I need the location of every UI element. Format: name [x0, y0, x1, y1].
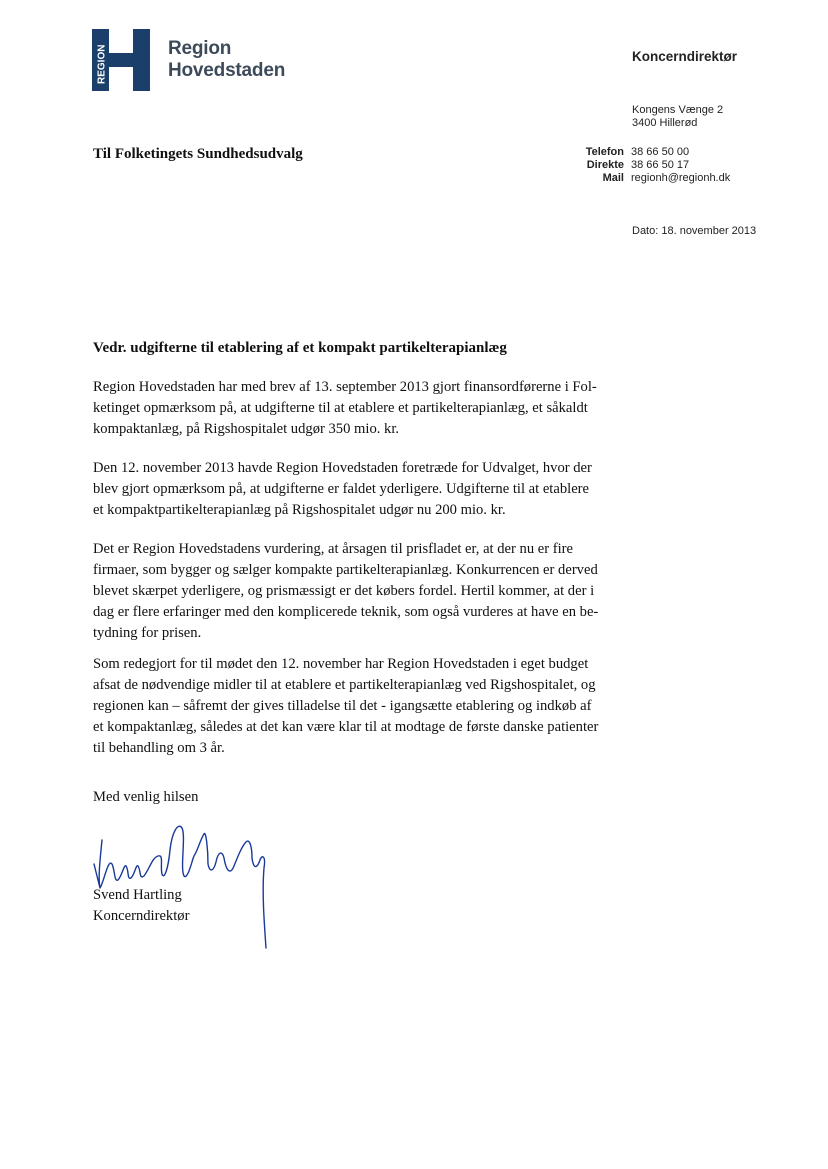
department-title: Koncerndirektør	[632, 49, 738, 64]
contact-value: 38 66 50 17	[631, 159, 690, 171]
contact-value: 38 66 50 00	[631, 146, 690, 158]
logo-wordmark	[168, 38, 285, 82]
signer-name: Svend Hartling	[93, 887, 182, 903]
paragraph-line: Som redegjort for til mødet den 12. november har Region Hovedstaden i eget budget	[93, 656, 589, 672]
signer-block	[93, 885, 189, 927]
address-line: 3400 Hillerød	[632, 117, 698, 129]
contact-row-phone	[560, 146, 730, 159]
paragraph-line: Den 12. november 2013 havde Region Hovedstaden foretræde for Udvalget, hvor der	[93, 460, 592, 476]
contact-block	[560, 146, 730, 185]
contact-label: Direkte	[586, 159, 624, 171]
logo-line-2: Hovedstaden	[168, 60, 286, 81]
signer-title: Koncerndirektør	[93, 908, 190, 924]
paragraph-line: ketinget opmærksom på, at udgifterne til at etablere et partikelterapianlæg, et såkaldt	[93, 400, 588, 416]
contact-label: Mail	[602, 172, 624, 184]
letter-date: Dato: 18. november 2013	[632, 225, 757, 237]
subject-line: Vedr. udgifterne til etablering af et kompakt partikelterapianlæg	[93, 340, 507, 356]
paragraph-line: regionen kan – såfremt der gives tilladelse til det - igangsætte etablering og indkøb af	[93, 698, 592, 714]
paragraph-line: blevet skærpet yderligere, og prismæssigt er det købers fordel. Hertil kommer, at der i	[93, 583, 595, 599]
sender-address	[632, 104, 723, 130]
paragraph-line: et kompaktanlæg, således at det kan være klar til at modtage de første danske patienter	[93, 719, 599, 735]
recipient: Til Folketingets Sundhedsudvalg	[93, 146, 303, 162]
body-paragraph	[93, 539, 633, 644]
paragraph-line: et kompaktpartikelterapianlæg på Rigshospitalet udgør nu 200 mio. kr.	[93, 502, 506, 518]
paragraph-line: Det er Region Hovedstadens vurdering, at årsagen til prisfladet er, at der nu er fire	[93, 541, 574, 557]
region-hovedstaden-logo-icon	[92, 29, 150, 91]
paragraph-line: blev gjort opmærksom på, at udgifterne er faldet yderligere. Udgifterne til at etablere	[93, 481, 590, 497]
contact-row-direct	[560, 159, 730, 172]
contact-value: regionh@regionh.dk	[631, 172, 731, 184]
paragraph-line: afsat de nødvendige midler til at etablere et partikelterapianlæg ved Rigshospitalet, og	[93, 677, 596, 693]
logo-line-1: Region	[168, 38, 232, 59]
body-paragraph	[93, 377, 633, 440]
paragraph-line: Region Hovedstaden har med brev af 13. september 2013 gjort finansordførerne i Fol-	[93, 379, 597, 395]
address-line: Kongens Vænge 2	[632, 104, 724, 116]
paragraph-line: dag er flere erfaringer med den komplicerede teknik, som også vurderes at have en be-	[93, 604, 599, 620]
contact-row-mail	[560, 172, 730, 185]
paragraph-line: firmaer, som bygger og sælger kompakte partikelterapianlæg. Konkurrencen er derved	[93, 562, 598, 578]
logo-vertical-text: REGION	[96, 44, 108, 84]
body-paragraph	[93, 458, 633, 521]
body-paragraph	[93, 654, 633, 759]
paragraph-line: kompaktanlæg, på Rigshospitalet udgør 350 mio. kr.	[93, 421, 400, 437]
closing-greeting: Med venlig hilsen	[93, 789, 199, 805]
contact-label: Telefon	[585, 146, 624, 158]
paragraph-line: til behandling om 3 år.	[93, 740, 225, 756]
paragraph-line: tydning for prisen.	[93, 625, 202, 641]
